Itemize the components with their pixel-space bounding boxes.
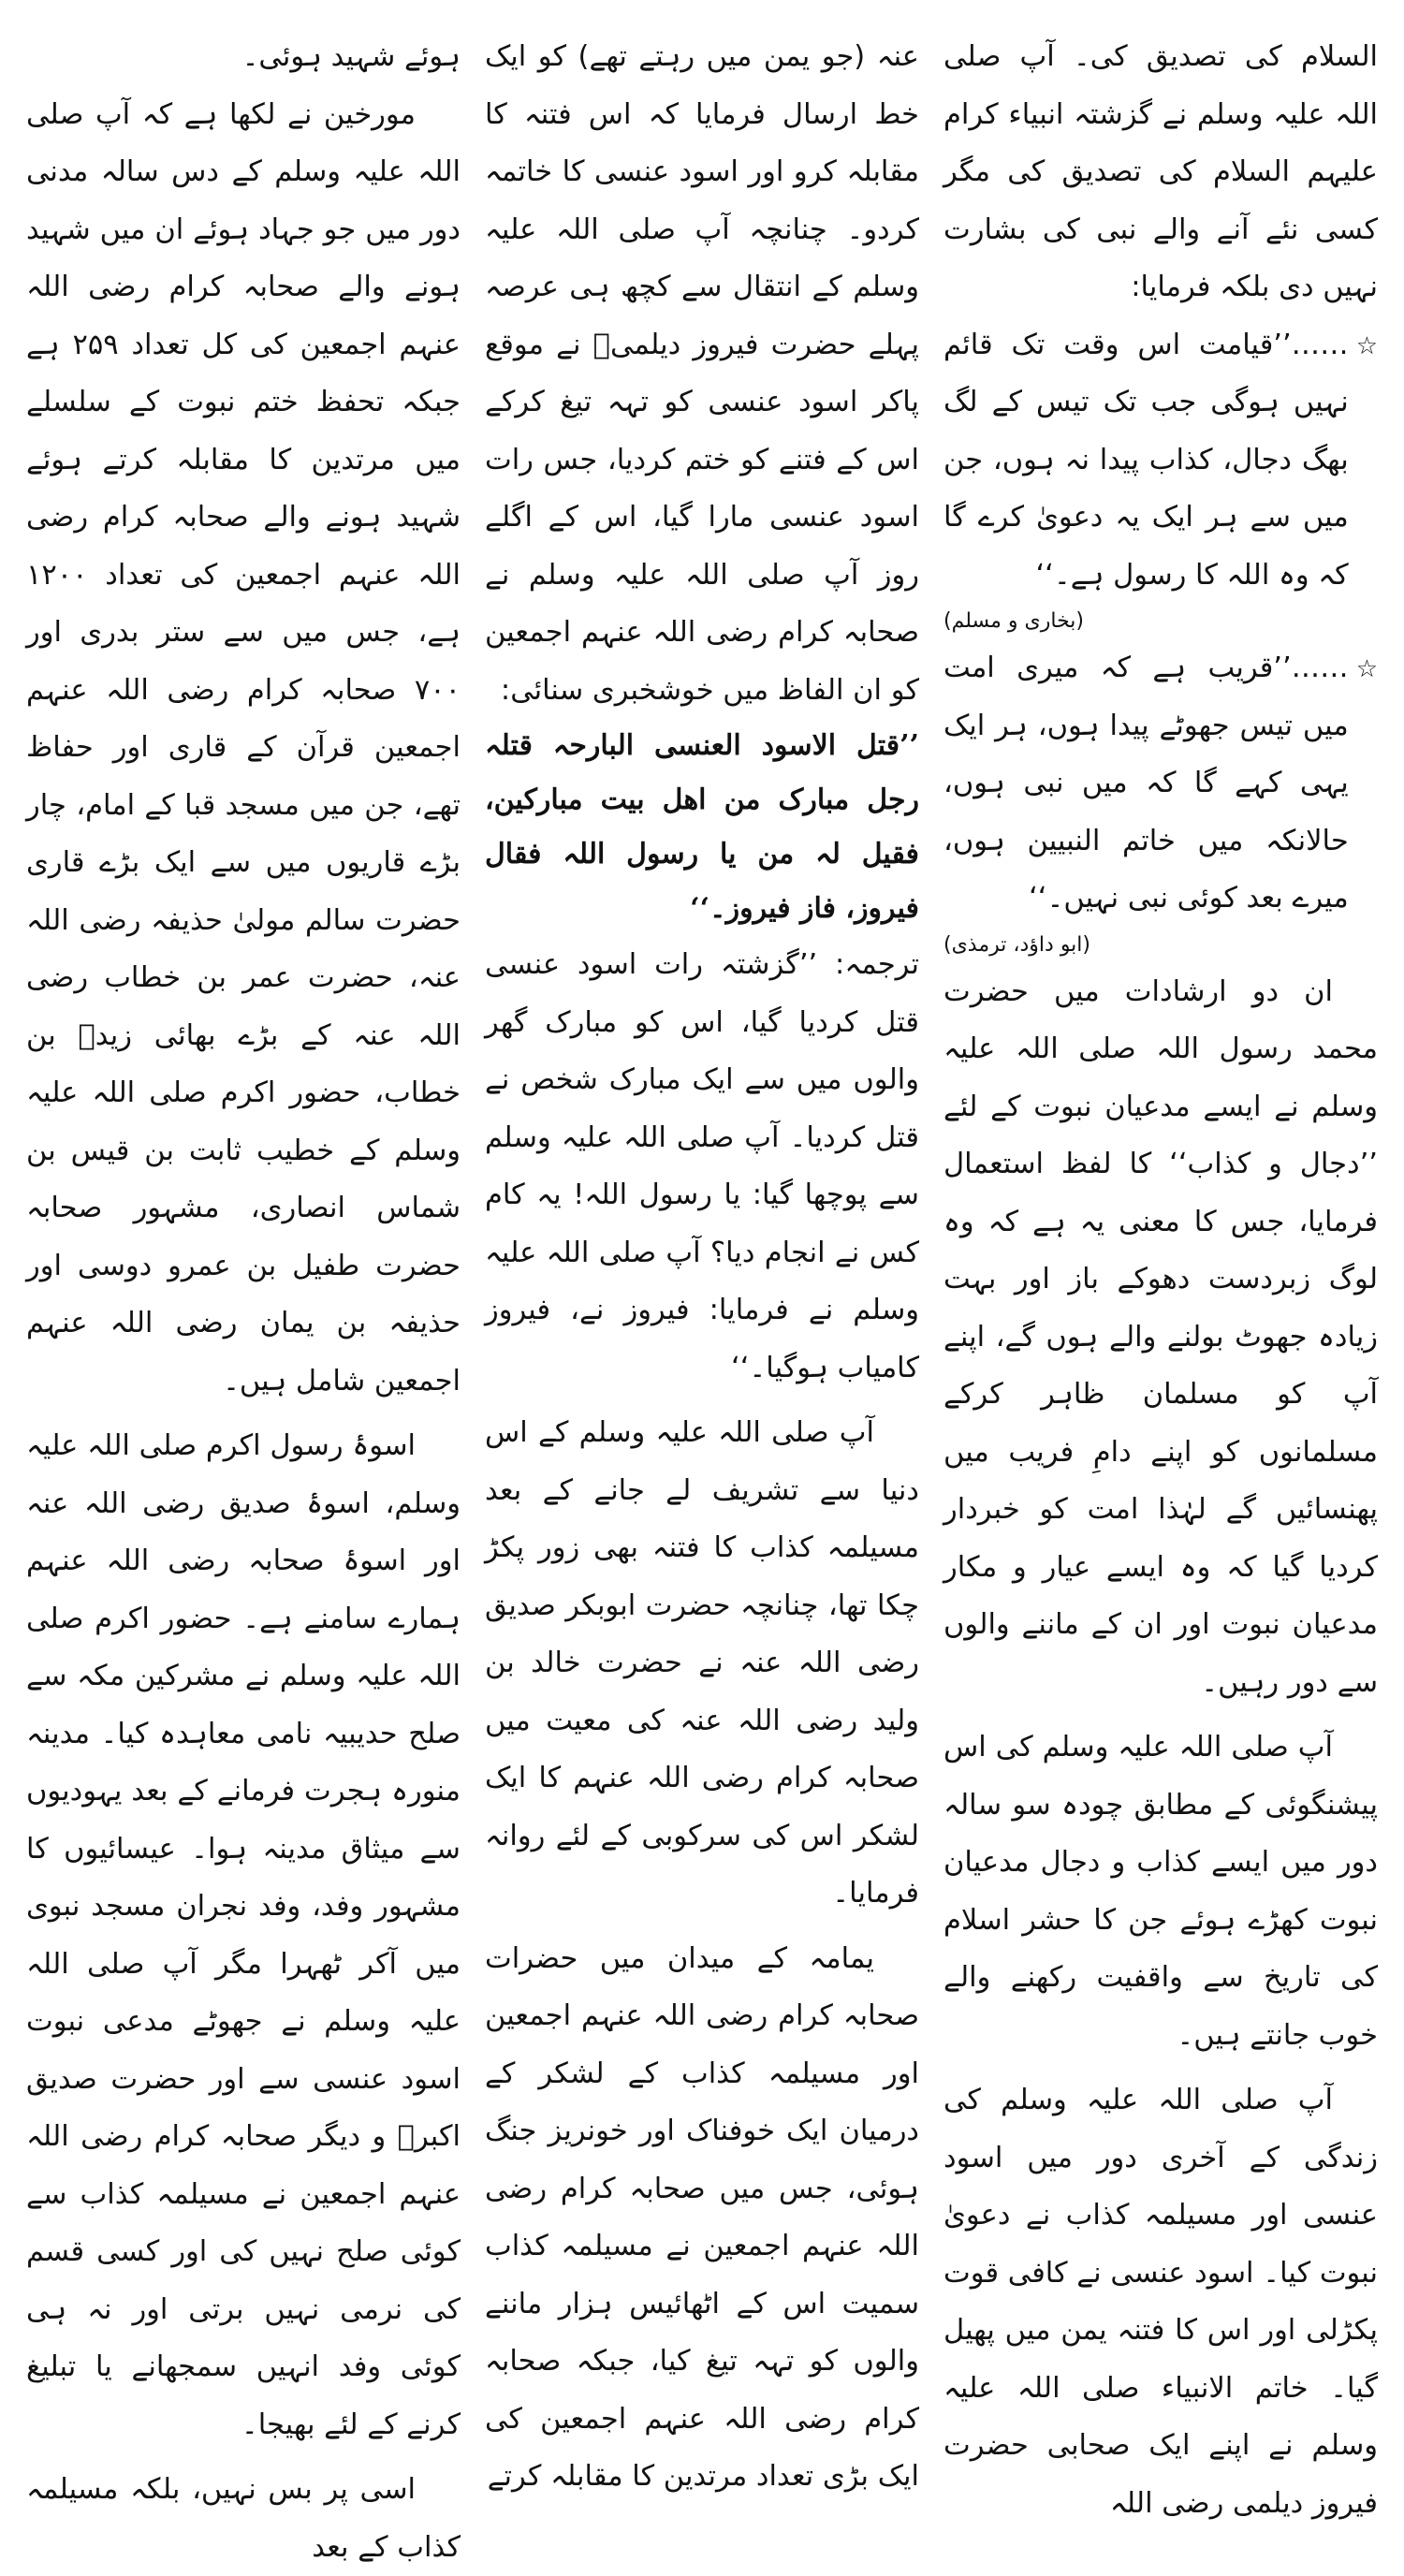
column-middle — [485, 28, 919, 2493]
column-right — [943, 28, 1378, 2520]
paragraph: اسی پر بس نہیں، بلکہ مسیلمہ کذاب کے بعد — [26, 2473, 461, 2564]
paragraph: مورخین نے لکھا ہے کہ آپ صلی اللہ علیہ وسلم کے دس سالہ مدنی دور میں جو جہاد ہوئے ان میں شہید ہونے والے صحابہ کرام رضی اللہ عنہم اجمعین کی کل تعداد ۲۵۹ ہے جبکہ تحفظ ختم نبوت کے سلسلے میں مرتدین کا مقابلہ کرتے ہوئے شہید ہونے والے صحابہ کرام رضی اللہ عنہم اجمعین کی تعداد ۱۲۰۰ ہے، جس میں سے ستر بدری اور ۷۰۰ صحابہ کرام رضی اللہ عنہم اجمعین قرآن کے قاری اور حفاظ تھے، جن میں مسجد قبا کے امام، چار بڑے قاریوں میں سے ایک بڑے قاری حضرت سالم مولیٰ حذیفہ رضی اللہ عنہ، حضرت عمر بن خطاب رضی اللہ عنہ کے بڑے بھائی زیدؓ بن خطاب، حضور اکرم صلی اللہ علیہ وسلم کے خطیب ثابت بن قیس بن شماس انصاری، مشہور صحابہ حضرت طفیل بن عمرو دوسی اور حذیفہ بن یمان رضی اللہ عنہم اجمعین شامل ہیں۔ — [26, 97, 461, 1398]
paragraph: آپ صلی اللہ علیہ وسلم کی زندگی کے آخری دور میں اسود عنسی اور مسیلمہ کذاب نے دعویٰ نبوت کیا۔ اسود عنسی نے کافی قوت پکڑلی اور اس کا فتنہ یمن میں پھیل گیا۔ خاتم الانبیاء صلی اللہ علیہ وسلم نے اپنے ایک صحابی حضرت فیروز دیلمی رضی اللہ — [943, 2084, 1378, 2520]
quote-text: ……’’قریب ہے کہ میری امت میں تیس جھوٹے پیدا ہوں، ہر ایک یہی کہے گا کہ میں نبی ہوں، حالانکہ میں خاتم النبیین ہوں، میرے بعد کوئی نبی نہیں۔‘‘ — [943, 651, 1349, 915]
quote-reference: (ابو داؤد، ترمذی) — [943, 932, 1090, 957]
hadith-quote — [943, 639, 1378, 928]
arabic-hadith: ’’قتل الاسود العنسی البارحہ قتلہ رجل مبارک من اهل بیت مبارکین، فقیل لہ من یا رسول اللہ فقال فیروز، فاز فیروز۔‘‘ — [485, 729, 919, 925]
quote-reference: (بخاری و مسلم) — [943, 609, 1084, 633]
paragraph: ان دو ارشادات میں حضرت محمد رسول اللہ صلی اللہ علیہ وسلم نے ایسے مدعیان نبوت کے لئے ’’دجال و کذاب‘‘ کا لفظ استعمال فرمایا، جس کا معنی یہ ہے کہ وہ لوگ زبردست دھوکے باز اور بہت زیادہ جھوٹ بولنے والے ہوں گے، اپنے آپ کو مسلمان ظاہر کرکے مسلمانوں کو اپنے دامِ فریب میں پھنسائیں گے لہٰذا امت کو خبردار کردیا گیا کہ وہ ایسے عیار و مکار مدعیان نبوت اور ان کے ماننے والوں سے دور رہیں۔ — [943, 974, 1378, 1699]
star-icon: ☆ — [1355, 655, 1378, 683]
paragraph: آپ صلی اللہ علیہ وسلم کی اس پیشنگوئی کے مطابق چودہ سو سالہ دور میں ایسے کذاب و دجال مدعیان نبوت کھڑے ہوئے جن کا حشر اسلام کی تاریخ سے واقفیت رکھنے والے خوب جانتے ہیں۔ — [943, 1731, 1378, 2052]
hadith-quote — [943, 316, 1378, 605]
quote-text: ……’’قیامت اس وقت تک قائم نہیں ہوگی جب تک تیس کے لگ بھگ دجال، کذاب پیدا نہ ہوں، جن میں سے ہر ایک یہ دعویٰ کرے گا کہ وہ اللہ کا رسول ہے۔‘‘ — [943, 328, 1349, 592]
translation-paragraph: ترجمہ: ’’گزشتہ رات اسود عنسی قتل کردیا گیا، اس کو مبارک گھر والوں میں سے ایک مبارک شخص نے قتل کردیا۔ آپ صلی اللہ علیہ وسلم سے پوچھا گیا: یا رسول اللہ! یہ کام کس نے انجام دیا؟ آپ صلی اللہ علیہ وسلم نے فرمایا: فیروز نے، فیروز کامیاب ہوگیا۔‘‘ — [485, 948, 919, 1384]
paragraph: آپ صلی اللہ علیہ وسلم کے اس دنیا سے تشریف لے جانے کے بعد مسیلمہ کذاب کا فتنہ بھی زور پکڑ چکا تھا، چنانچہ حضرت ابوبکر صدیق رضی اللہ عنہ نے حضرت خالد بن ولید رضی اللہ عنہ کی معیت میں صحابہ کرام رضی اللہ عنہم کا ایک لشکر اس کی سرکوبی کے لئے روانہ فرمایا۔ — [485, 1416, 919, 1910]
paragraph: السلام کی تصدیق کی۔ آپ صلی اللہ علیہ وسلم نے گزشتہ انبیاء کرام علیہم السلام کی تصدیق کی مگر کسی نئے آنے والے نبی کی بشارت نہیں دی بلکہ فرمایا: — [943, 40, 1378, 303]
paragraph: اسوۂ رسول اکرم صلی اللہ علیہ وسلم، اسوۂ صدیق رضی اللہ عنہ اور اسوۂ صحابہ رضی اللہ عنہم ہمارے سامنے ہے۔ حضور اکرم صلی اللہ علیہ وسلم نے مشرکین مکہ سے صلح حدیبیہ نامی معاہدہ کیا۔ مدینہ منورہ ہجرت فرمانے کے بعد یہودیوں سے میثاق مدینہ ہوا۔ عیسائیوں کا مشہور وفد، وفد نجران مسجد نبوی میں آکر ٹھہرا مگر آپ صلی اللہ علیہ وسلم نے جھوٹے مدعی نبوت اسود عنسی سے اور حضرت صدیق اکبرؓ و دیگر صحابہ کرام رضی اللہ عنہم اجمعین نے مسیلمہ کذاب سے کوئی صلح نہیں کی اور کسی قسم کی نرمی نہیں برتی اور نہ ہی کوئی وفد انہیں سمجھانے یا تبلیغ کرنے کے لئے بھیجا۔ — [26, 1429, 461, 2441]
paragraph: ہوئے شہید ہوئی۔ — [241, 40, 461, 73]
column-left — [26, 28, 461, 2564]
paragraph: عنہ (جو یمن میں رہتے تھے) کو ایک خط ارسال فرمایا کہ اس فتنہ کا مقابلہ کرو اور اسود عنسی کا خاتمہ کردو۔ چنانچہ آپ صلی اللہ علیہ وسلم کے انتقال سے کچھ ہی عرصہ پہلے حضرت فیروز دیلمیؓ نے موقع پاکر اسود عنسی کو تہہ تیغ کرکے اس کے فتنے کو ختم کردیا، جس رات اسود عنسی مارا گیا، اس کے اگلے روز آپ صلی اللہ علیہ وسلم نے صحابہ کرام رضی اللہ عنہم اجمعین کو ان الفاظ میں خوشخبری سنائی: — [485, 40, 919, 707]
paragraph: یمامہ کے میدان میں حضرات صحابہ کرام رضی اللہ عنہم اجمعین اور مسیلمہ کذاب کے لشکر کے درمیان ایک خوفناک اور خونریز جنگ ہوئی، جس میں صحابہ کرام رضی اللہ عنہم اجمعین نے مسیلمہ کذاب سمیت اس کے اٹھائیس ہزار ماننے والوں کو تہہ تیغ کیا، جبکہ صحابہ کرام رضی اللہ عنہم اجمعین کی ایک بڑی تعداد مرتدین کا مقابلہ کرتے — [485, 1941, 919, 2493]
star-icon: ☆ — [1355, 331, 1378, 360]
